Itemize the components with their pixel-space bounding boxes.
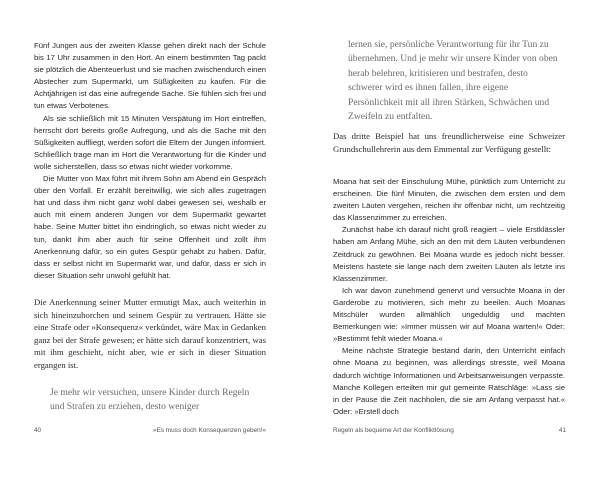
right-paragraph-3: Ich war davon zunehmend genervt und versuchte Moana in der Garderobe zu motivieren, sich mehr zu beeilen. Auch Moanas Mitschüler wurden allmählich ungeduldig und machten Bemerkungen wie: »Immer müssen wir auf Moana warten!« Oder: »Bestimmt fehlt wieder Moana.«: [333, 285, 565, 344]
right-paragraph-4: Meine nächste Strategie bestand darin, den Unterricht einfach ohne Moana zu beginnen, was allerdings stresste, weil Moana dadurch wichtige Informationen und Arbeitsanweisungen verpasste. Manche Kollegen erteilten mir gut gemeinte Ratschläge: »Lass sie in der Pause die Zeit nachholen, die sie am Anfang verpasst hat.« Oder: »Erstell doch: [333, 346, 565, 416]
left-paragraph-3: Die Mutter von Max führt mit ihrem Sohn am Abend ein Gespräch über den Vorfall. Er erzählt bereitwillig, wie sich alles zugetragen hat und dass ihm nicht ganz wohl dabei gewesen sei, weshalb er auch mit einem anderen Jungen vor dem Supermarkt gewartet habe. Seine Mutter bittet ihn eindringlich, so etwas nicht wieder zu tun, dankt ihm aber auch für seine Offenheit und zollt ihm Anerkennung dafür, so ein gutes Gespür gehabt zu haben. Dafür, dass er selbst nicht im Supermarkt war, und dafür, dass er sich in dieser Situation sehr unwohl gefühlt hat.: [34, 174, 266, 280]
left-paragraph-2: Als sie schließlich mit 15 Minuten Verspätung im Hort eintreffen, herrscht dort bereits große Aufregung, und als die Sache mit den Süßigkeiten auffliegt, werden sofort die Eltern der Jungen informiert. Schließlich trage man im Hort die Verantwortung für die Kinder und wolle sicherstellen, dass so etwas nicht wieder vorkomme.: [34, 113, 266, 171]
right-intro: [333, 130, 565, 155]
left-paragraph-4: Die Anerkennung seiner Mutter ermutigt Max, auch weiterhin in sich hineinzuhorchen und seinem Gespür zu vertrauen. Hätte sie eine Strafe oder »Konsequenz« verkündet, wäre Max in Gedanken ganz bei der Strafe gewesen; er hätte sich darauf konzentriert, was mit ihm geschieht, nicht aber, wie er sich in dieser Situation ergangen ist.: [34, 297, 266, 370]
right-page: [300, 0, 600, 478]
example-intro: Das dritte Beispiel hat uns freundlicherweise eine Schweizer Grundschullehrerin aus dem Emmental zur Verfügung gestellt:: [333, 131, 565, 154]
right-body: [333, 176, 565, 418]
left-serif-body: [34, 296, 266, 372]
page-number-left: 40: [34, 427, 42, 434]
left-paragraph-1: Fünf Jungen aus der zweiten Klasse gehen direkt nach der Schule bis 17 Uhr zusammen in den Hort. An einem bestimmten Tag packt sie plötzlich die Abenteuerlust und sie machen zwischendurch einen Abstecher zum Supermarkt, um Süßigkeiten zu kaufen. Für die Achtjährigen ist das eine aufregende Sache. Sie fühlen sich frei und tun etwas Verbotenes.: [34, 41, 266, 111]
highlight-quote-continuation: lernen sie, persönliche Verantwortung für ihr Tun zu übernehmen. Und je mehr wir unsere Kinder von oben herab belehren, kritisieren und bestrafen, desto schwerer wird es ihnen fallen, ihre eigene Persönlichkeit mit all ihren Stärken, Schwächen und Zweifeln zu entfalten.: [348, 39, 558, 123]
left-body: [34, 40, 266, 282]
left-quote: [50, 386, 260, 415]
running-head-left: »Es muss doch Konsequenzen geben!«: [153, 427, 266, 434]
right-paragraph-2: Zunächst habe ich darauf nicht groß reagiert – viele Erstklässler haben am Anfang Mühe, sich an den mit dem Läuten verbundenen Zeitdruck zu gewöhnen. Bei Moana wurde es jedoch nicht besser. Meistens hastete sie lange nach dem zweiten Läuten als letzte ins Klassenzimmer.: [333, 225, 565, 283]
highlight-quote: Je mehr wir versuchen, unsere Kinder durch Regeln und Strafen zu erziehen, desto weniger: [50, 387, 250, 413]
page-number-right: 41: [558, 427, 566, 434]
right-quote: [348, 38, 558, 124]
right-paragraph-1: Moana hat seit der Einschulung Mühe, pünktlich zum Unterricht zu erscheinen. Die fünf Minuten, die zwischen dem ersten und dem zweiten Läuten vergehen, reichen ihr offenbar nicht, um rechtzeitig das Klassenzimmer zu erreichen.: [333, 177, 565, 223]
running-head-right: Regeln als bequeme Art der Konfliktlösung: [333, 427, 454, 434]
